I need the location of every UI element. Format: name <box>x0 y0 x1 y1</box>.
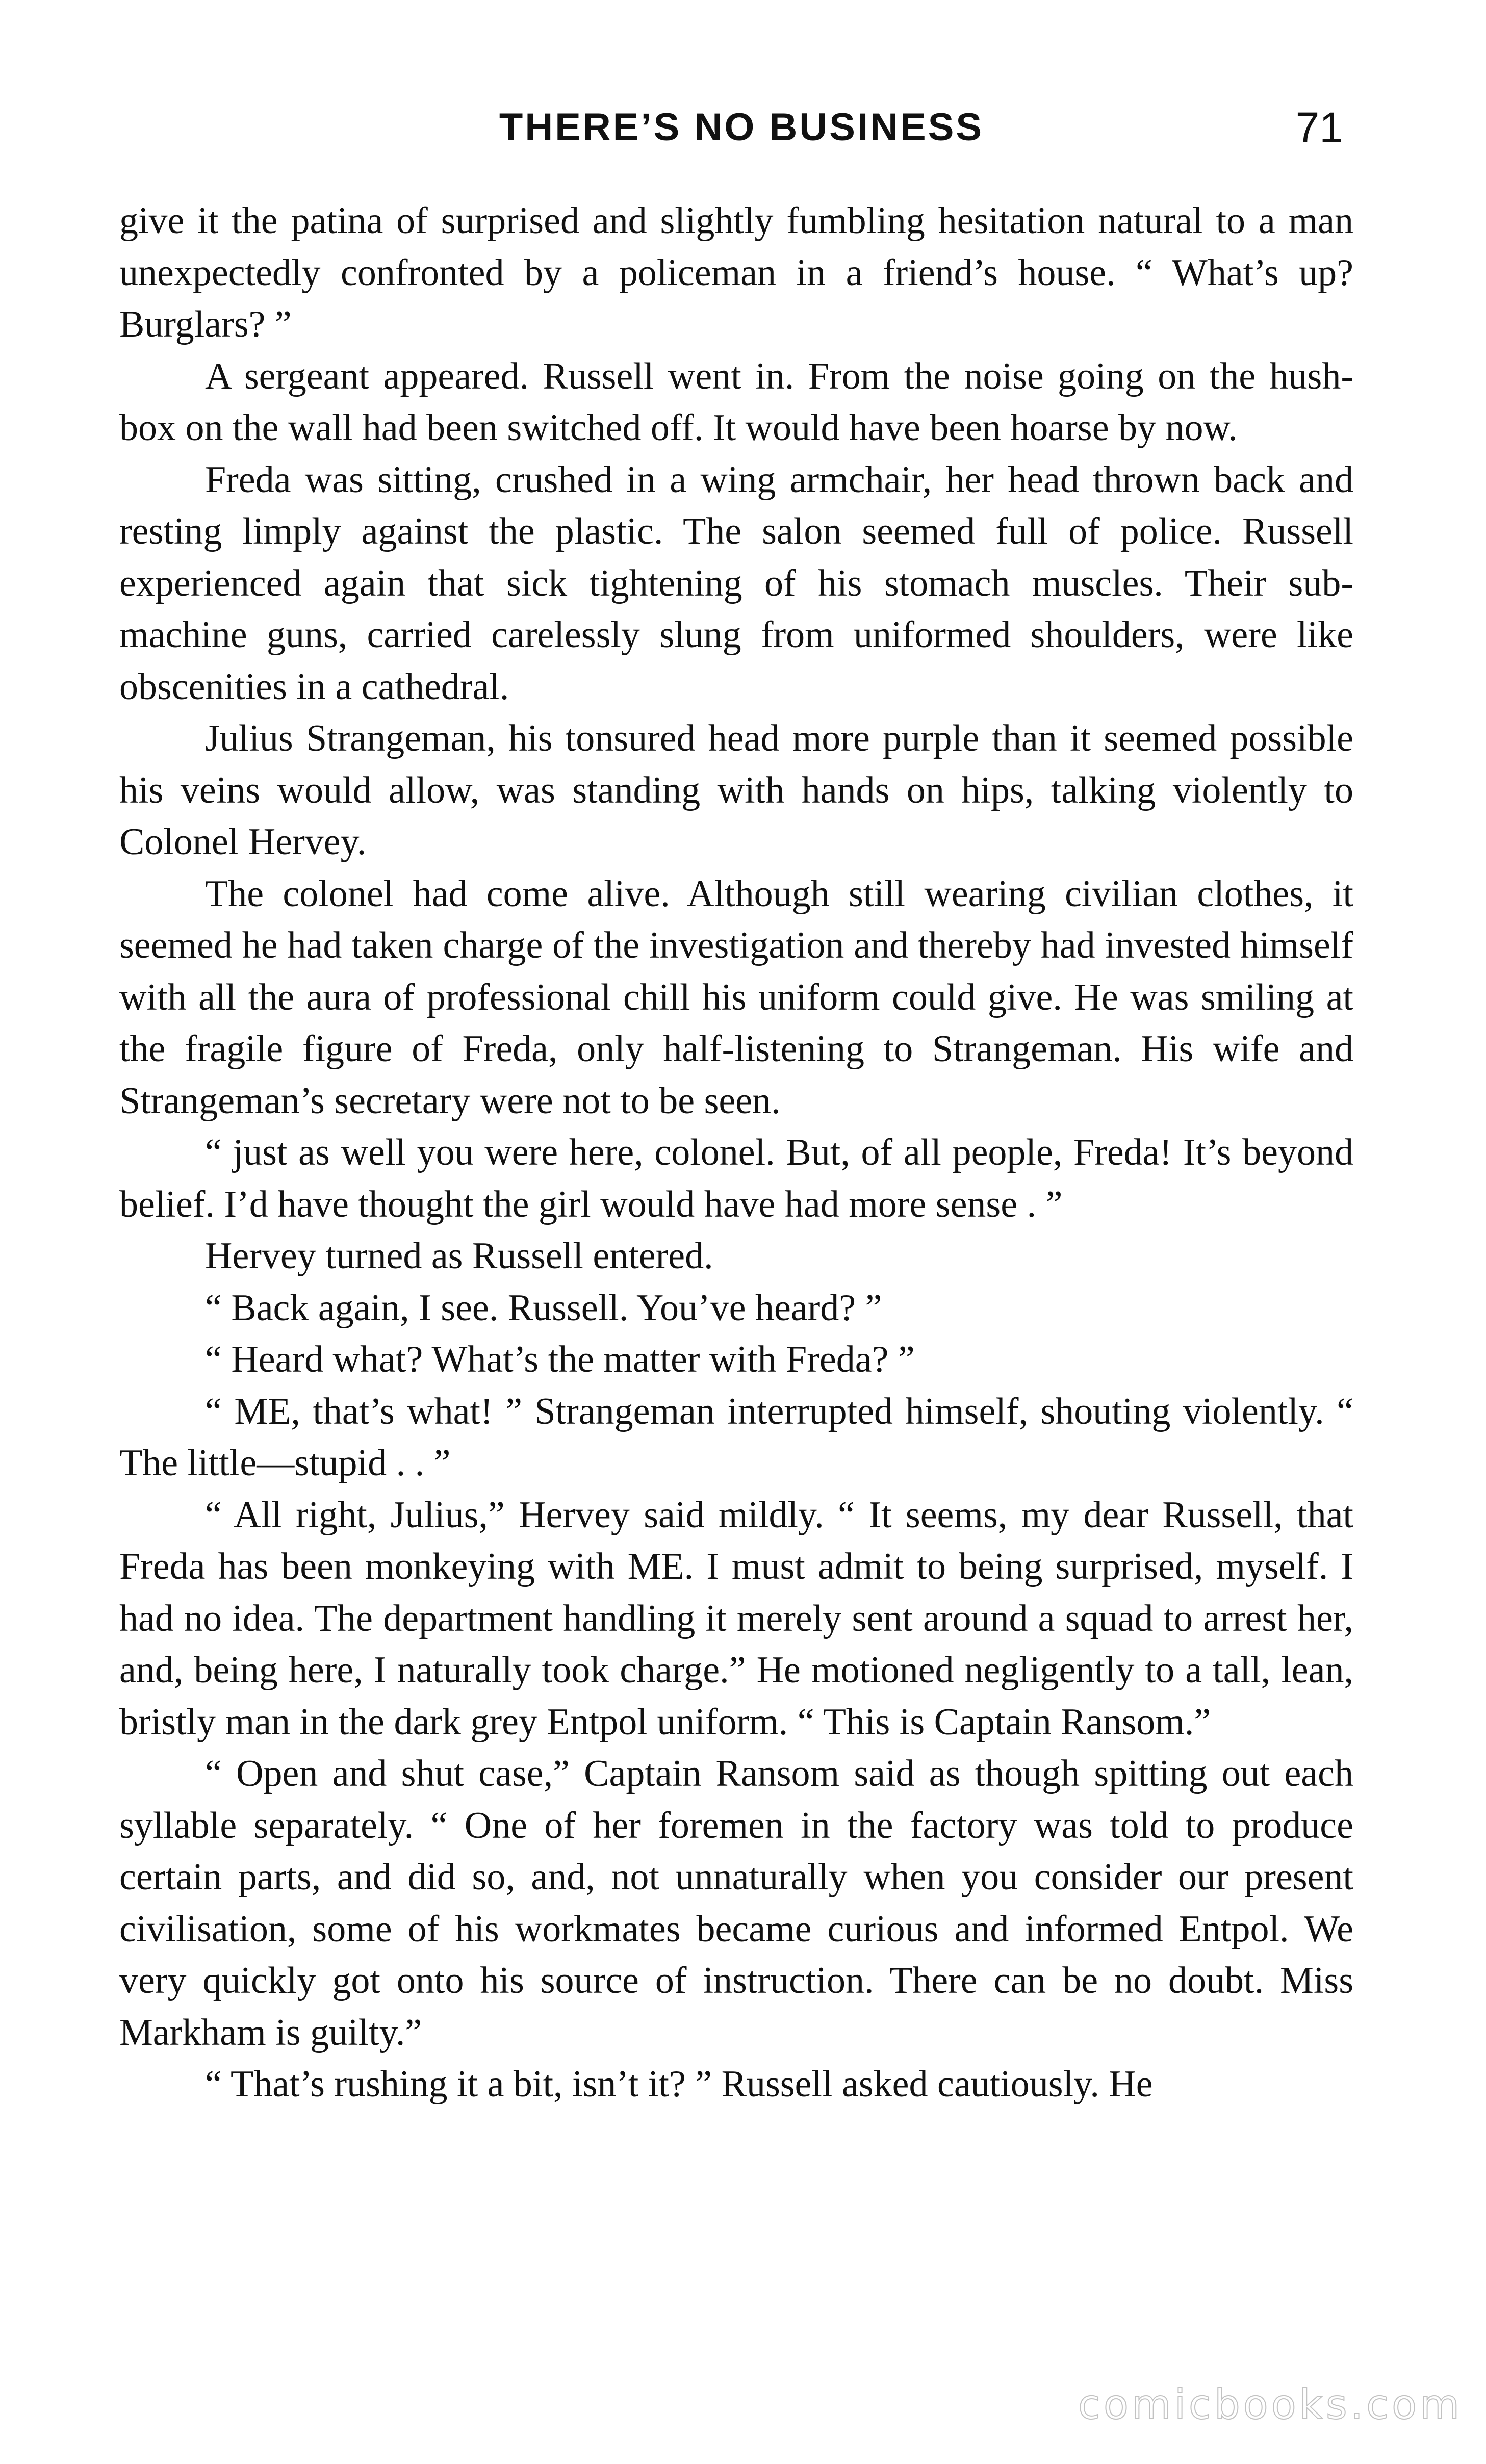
page-header <box>119 97 1364 158</box>
paragraph: “ just as well you were here, colonel. But, of all people, Freda! It’s beyond belief. I’d have thought the girl would have had more sense . ” <box>119 1132 1353 1225</box>
paragraph: “ Back again, I see. Russell. You’ve heard? ” <box>205 1287 882 1329</box>
page-number: 71 <box>1295 104 1343 151</box>
paragraph: A sergeant appeared. Russell went in. From the noise going on the hush-box on the wall had been switched off. It would have been hoarse by now. <box>119 355 1353 449</box>
paragraph: give it the patina of surprised and slightly fumbling hesitation natural to a man unexpectedly confronted by a policeman in a friend’s house. “ What’s up? Burglars? ” <box>119 200 1353 345</box>
paragraph: Julius Strangeman, his tonsured head more purple than it seemed possible his veins would allow, was standing with hands on hips, talking violently to Colonel Hervey. <box>119 717 1353 863</box>
paragraph: Freda was sitting, crushed in a wing armchair, her head thrown back and resting limply against the plastic. The salon seemed full of police. Russell experienced again that sick tightening of his stomach muscles. Their sub-machine guns, carried carelessly slung from uniformed shoulders, were like obscenities in a cathedral. <box>119 458 1353 708</box>
running-head: THERE’S NO BUSINESS <box>499 106 984 149</box>
paragraph: “ That’s rushing it a bit, isn’t it? ” Russell asked cautiously. He <box>205 2063 1153 2105</box>
paragraph: “ All right, Julius,” Hervey said mildly. “ It seems, my dear Russell, that Freda has been monkeying with ME. I must admit to being surprised, myself. I had no idea. The department handling it merely sent around a squad to arrest her, and, being here, I naturally took charge.” He motioned negligently to a tall, lean, bristly man in the dark grey Entpol uniform. “ This is Captain Ransom.” <box>119 1494 1353 1743</box>
paragraph: “ Open and shut case,” Captain Ransom said as though spitting out each syllable separately. “ One of her foremen in the factory was told to produce certain parts, and did so, and, not unnaturally when you consider our present civilisation, some of his workmates became curious and informed Entpol. We very quickly got onto his source of instruction. There can be no doubt. Miss Markham is guilty.” <box>119 1753 1353 2054</box>
watermark: comicbooks.com <box>1078 2381 1463 2428</box>
paragraph: Hervey turned as Russell entered. <box>205 1235 713 1277</box>
paragraph: “ Heard what? What’s the matter with Freda? ” <box>205 1339 915 1380</box>
paragraph: “ ME, that’s what! ” Strangeman interrupted himself, shouting violently. “ The little—stupid . . ” <box>119 1390 1353 1484</box>
body-text <box>119 195 1353 2111</box>
paragraph: The colonel had come alive. Although still wearing civilian clothes, it seemed he had taken charge of the investigation and thereby had invested himself with all the aura of professional chill his uniform could give. He was smiling at the fragile figure of Freda, only half-listening to Strangeman. His wife and Strangeman’s secretary were not to be seen. <box>119 872 1353 1122</box>
